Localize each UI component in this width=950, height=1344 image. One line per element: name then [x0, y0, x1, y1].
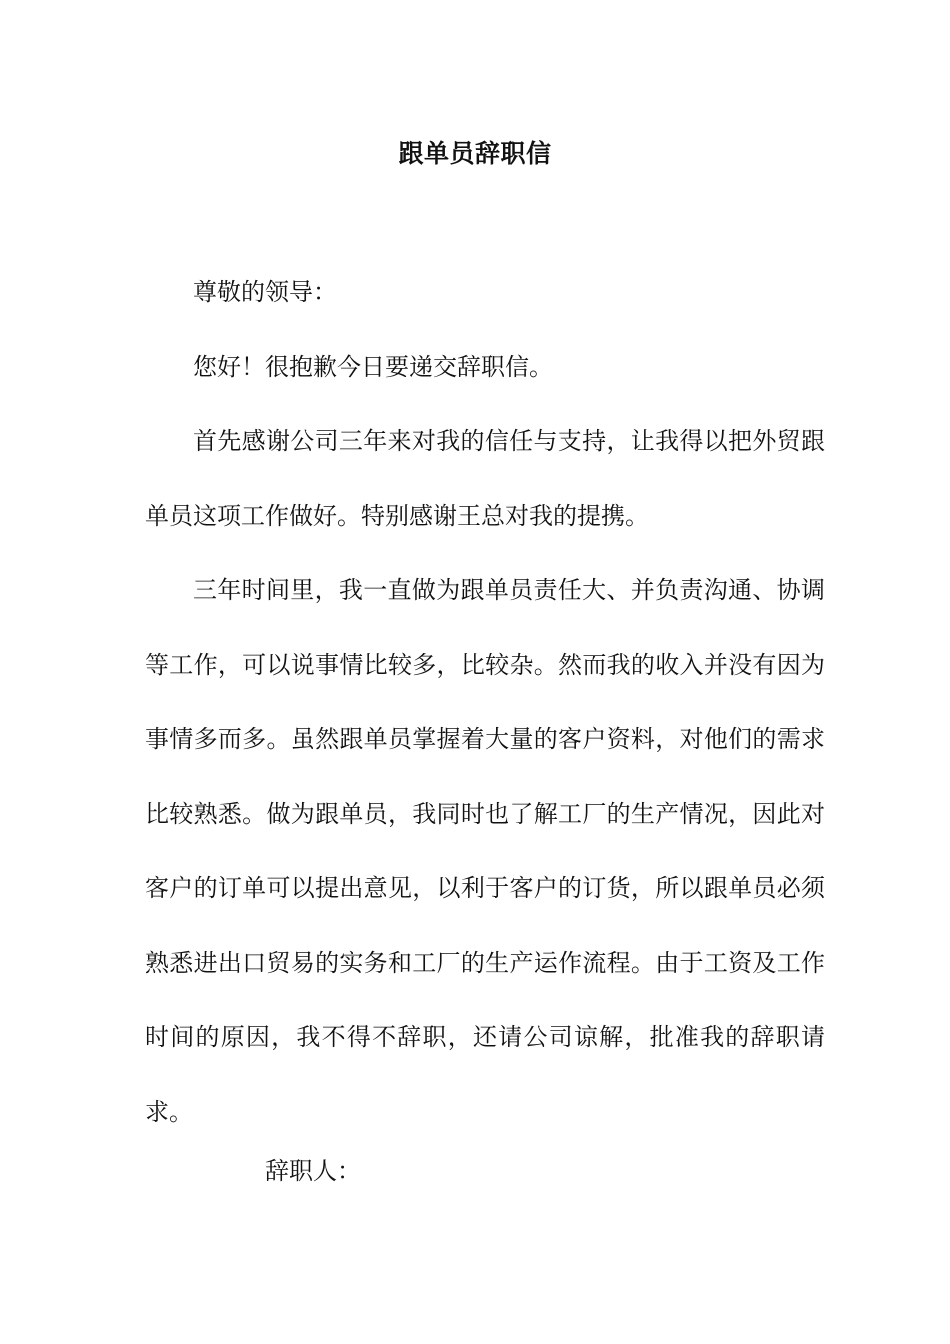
greeting-paragraph: 您好！很抱歉今日要递交辞职信。: [193, 352, 553, 381]
salutation: 尊敬的领导：: [193, 278, 337, 306]
signer-label: 辞职人：: [265, 1157, 361, 1185]
reason-paragraph: 三年时间里，我一直做为跟单员责任大、并负责沟通、协调等工作，可以说事情比较多，比较杂。然而我的收入并没有因为事情多而多。虽然跟单员掌握着大量的客户资料，对他们的需求比较熟悉。做为跟单员，我同时也了解工厂的生产情况，因此对客户的订单可以提出意见，以利于客户的订货，所以跟单员必须熟悉进出口贸易的实务和工厂的生产运作流程。由于工资及工作时间的原因，我不得不辞职，还请公司谅解，批准我的辞职请求。: [145, 576, 825, 1126]
document-title: 跟单员辞职信: [398, 139, 552, 168]
thanks-paragraph: 首先感谢公司三年来对我的信任与支持，让我得以把外贸跟单员这项工作做好。特别感谢王总对我的提携。: [145, 427, 825, 530]
letter-body: [145, 255, 825, 1149]
